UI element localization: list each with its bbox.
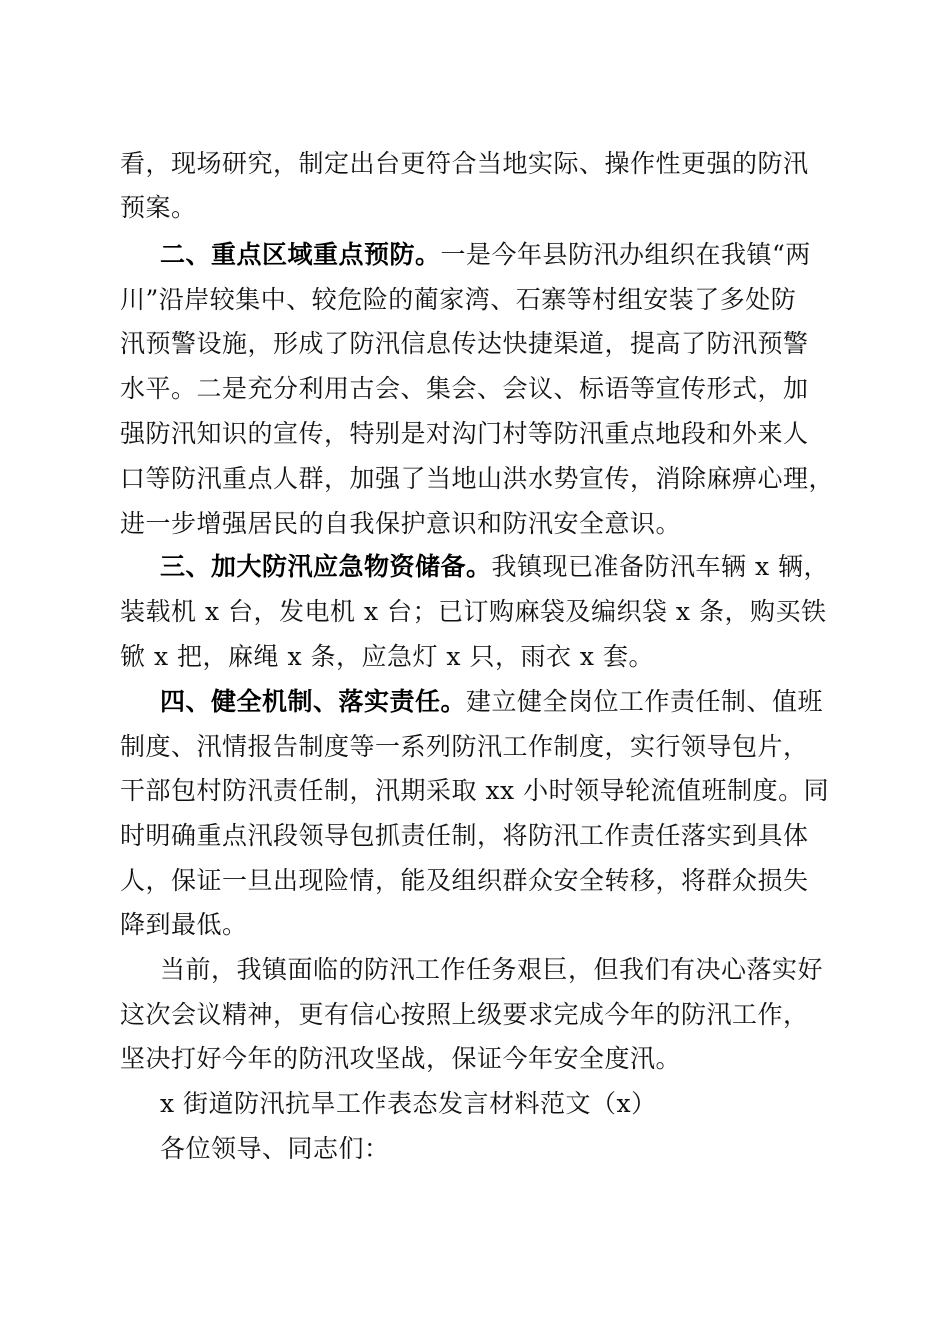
text-line-5: 汛预警设施，形成了防汛信息传达快捷渠道，提高了防汛预警 bbox=[120, 329, 809, 358]
text-line-1: 看，现场研究，制定出台更符合当地实际、操作性更强的防汛 bbox=[120, 149, 809, 178]
text-line-18: 降到最低。 bbox=[120, 910, 248, 939]
text-line-22: x 街道防汛抗旱工作表态发言材料范文（x） bbox=[160, 1089, 657, 1118]
text-line-17: 人，保证一旦出现险情，能及组织群众安全转移，将群众损失 bbox=[120, 866, 809, 895]
text-line-21: 坚决打好今年的防汛攻坚战，保证今年安全度汛。 bbox=[120, 1044, 682, 1073]
text-line-11: 装载机 x 台，发电机 x 台；已订购麻袋及编织袋 x 条，购买铁 bbox=[120, 597, 827, 626]
section-heading-3: 三、加大防汛应急物资储备。 bbox=[160, 552, 492, 581]
text-line-9: 进一步增强居民的自我保护意识和防汛安全意识。 bbox=[120, 509, 682, 538]
text-line-20: 这次会议精神，更有信心按照上级要求完成今年的防汛工作， bbox=[120, 1000, 809, 1029]
text-line-23: 各位领导、同志们： bbox=[160, 1134, 390, 1163]
text-line-12: 锨 x 把，麻绳 x 条，应急灯 x 只，雨衣 x 套。 bbox=[120, 642, 654, 671]
text-line-14: 制度、汛情报告制度等一系列防汛工作制度，实行领导包片， bbox=[120, 732, 809, 761]
section-body-2: 一是今年县防汛办组织在我镇“两 bbox=[440, 240, 811, 269]
section-heading-4: 四、健全机制、落实责任。 bbox=[160, 687, 467, 716]
text-line-15: 干部包村防汛责任制，汛期采取 xx 小时领导轮流值班制度。同 bbox=[120, 776, 830, 805]
text-line-16: 时明确重点汛段领导包抓责任制，将防汛工作责任落实到具体 bbox=[120, 821, 809, 850]
text-line-10 bbox=[160, 549, 829, 585]
text-line-7: 强防汛知识的宣传，特别是对沟门村等防汛重点地段和外来人 bbox=[120, 419, 809, 448]
text-line-4: 川”沿岸较集中、较危险的蔺家湾、石寨等村组安装了多处防 bbox=[120, 285, 797, 314]
section-body-3: 我镇现已准备防汛车辆 x 辆， bbox=[491, 552, 830, 581]
section-heading-2: 二、重点区域重点预防。 bbox=[160, 240, 441, 269]
section-body-4: 建立健全岗位工作责任制、值班 bbox=[466, 687, 824, 716]
text-line-6: 水平。二是充分利用古会、集会、会议、标语等宣传形式，加 bbox=[120, 374, 809, 403]
text-line-2: 预案。 bbox=[120, 193, 197, 222]
text-line-3 bbox=[160, 237, 811, 273]
text-line-19: 当前，我镇面临的防汛工作任务艰巨，但我们有决心落实好 bbox=[160, 955, 824, 984]
text-line-13 bbox=[160, 684, 823, 720]
text-line-8: 口等防汛重点人群，加强了当地山洪水势宣传，消除麻痹心理， bbox=[120, 464, 835, 493]
